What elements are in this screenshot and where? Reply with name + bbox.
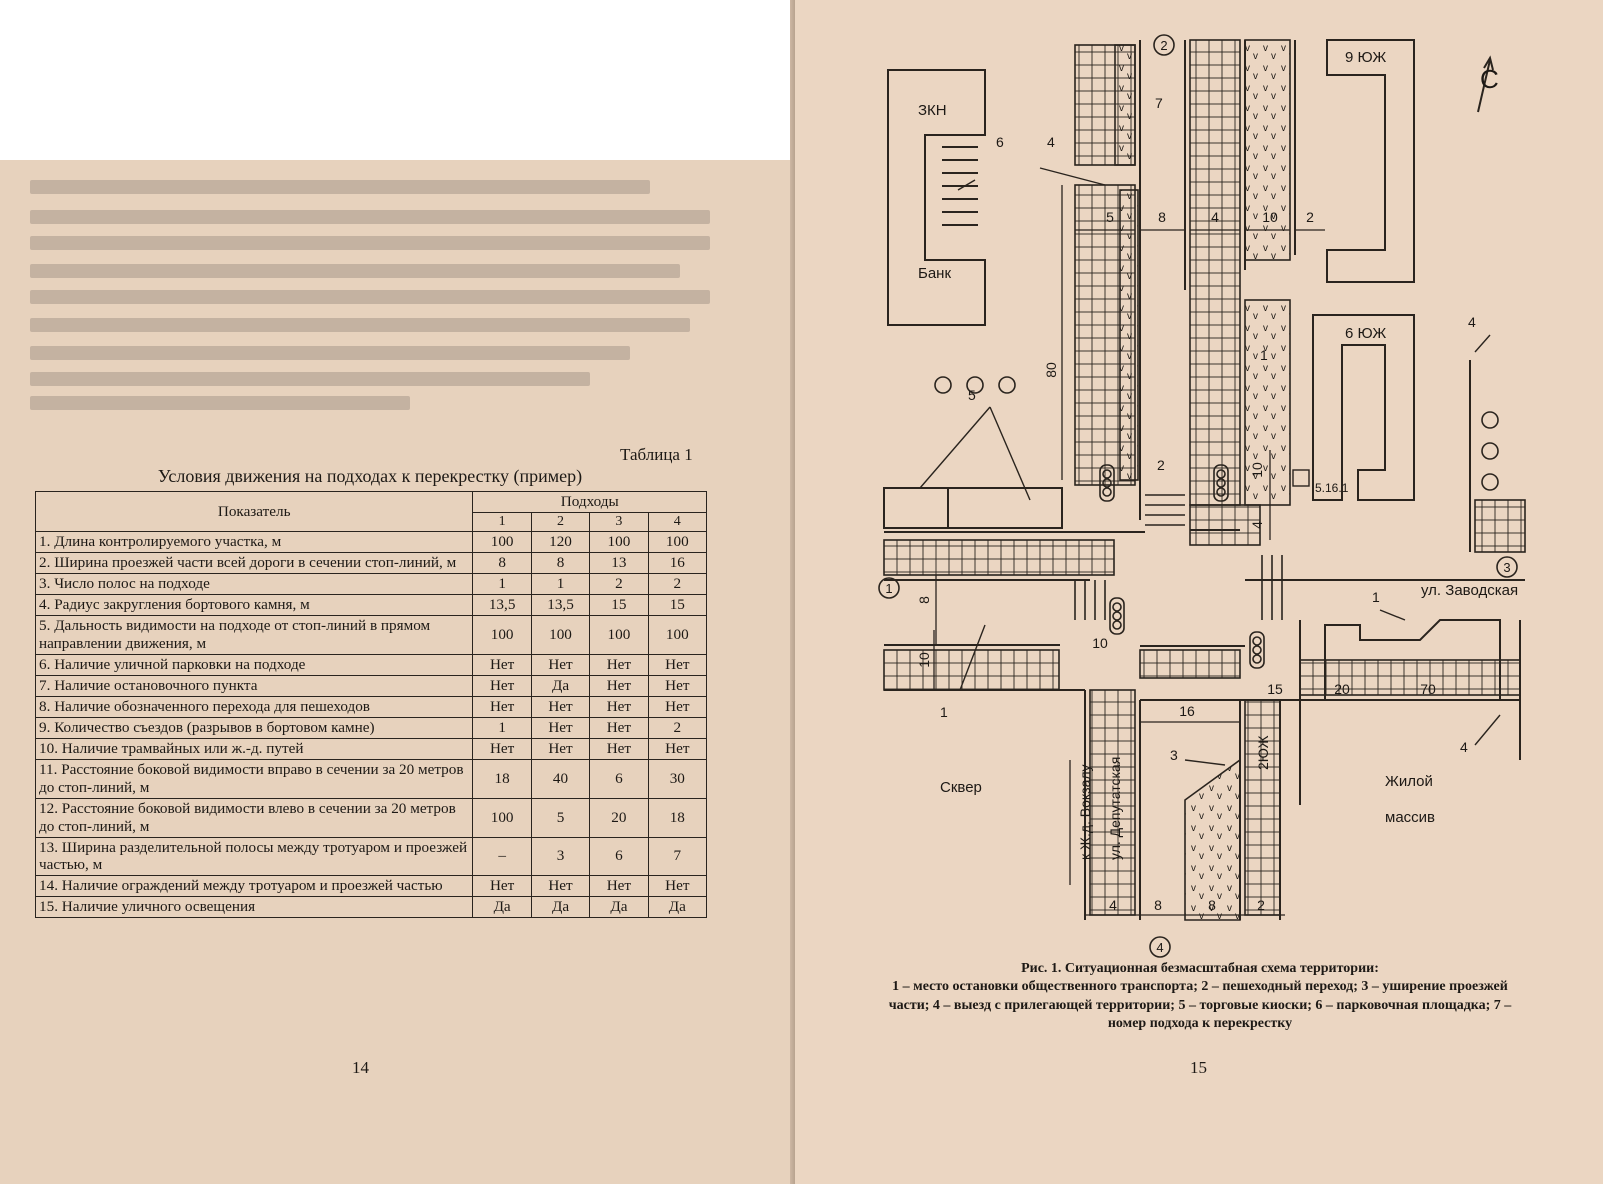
value-cell: 8: [473, 553, 531, 574]
value-cell: 8: [531, 553, 589, 574]
value-cell: 2: [648, 717, 706, 738]
legend-mark: 1: [1260, 347, 1268, 363]
dimension-label: 70: [1420, 681, 1436, 697]
caption-title: Рис. 1. Ситуационная безмасштабная схема территории:: [1021, 961, 1379, 976]
building-label: Банк: [918, 265, 952, 282]
page-number-left: 14: [352, 1058, 369, 1077]
dimension-label: 10: [1092, 635, 1108, 651]
indicator-header: Показатель: [36, 492, 473, 532]
dimension-label: 10: [1262, 209, 1278, 225]
value-cell: Нет: [531, 717, 589, 738]
value-cell: 1: [473, 574, 531, 595]
value-cell: Нет: [648, 655, 706, 676]
value-cell: 18: [648, 798, 706, 837]
street-label: ул. Заводская: [1421, 582, 1519, 599]
dimension-label: 8: [1208, 897, 1216, 913]
dimension-label: 16: [1179, 703, 1195, 719]
indicator-cell: 15. Наличие уличного освещения: [36, 897, 473, 918]
value-cell: Да: [648, 897, 706, 918]
dimension-label: 2: [1306, 209, 1314, 225]
table-title: Условия движения на подходах к перекрестку (пример): [157, 466, 583, 486]
building-6yuzh: [1313, 315, 1414, 500]
approach-label: 3: [1503, 560, 1511, 575]
value-cell: Да: [473, 897, 531, 918]
legend-mark: 6: [996, 134, 1004, 150]
value-cell: 100: [590, 616, 648, 655]
value-cell: Нет: [590, 876, 648, 897]
value-cell: 15: [648, 595, 706, 616]
indicator-cell: 2. Ширина проезжей части всей дороги в сечении стоп-линий, м: [36, 553, 473, 574]
figure-caption: [880, 960, 1520, 1034]
value-cell: 16: [648, 553, 706, 574]
legend-mark: 3: [1170, 747, 1178, 763]
value-cell: Да: [590, 897, 648, 918]
dimension-label: 4: [1249, 521, 1265, 529]
value-cell: 20: [590, 798, 648, 837]
approach-number: 1: [473, 512, 531, 532]
building-label: 2ЮЖ: [1255, 735, 1271, 770]
page-number-right: 15: [1190, 1058, 1207, 1077]
approach-number: 4: [648, 512, 706, 532]
value-cell: 100: [590, 532, 648, 553]
parking-lot: [942, 147, 978, 225]
value-cell: –: [473, 837, 531, 876]
value-cell: 2: [590, 574, 648, 595]
building-label: 9 ЮЖ: [1345, 49, 1387, 66]
road-sign-label: 5.16.1: [1315, 481, 1349, 495]
value-cell: Нет: [648, 676, 706, 697]
value-cell: 120: [531, 532, 589, 553]
value-cell: 1: [531, 574, 589, 595]
value-cell: 7: [648, 837, 706, 876]
road-sign-icon: [1293, 470, 1309, 486]
area-label: массив: [1385, 809, 1436, 826]
dimension-label: 8: [916, 596, 932, 604]
value-cell: Нет: [590, 696, 648, 717]
value-cell: Нет: [590, 738, 648, 759]
value-cell: 100: [473, 616, 531, 655]
indicator-cell: 11. Расстояние боковой видимости вправо в сечении за 20 метров до стоп-линий, м: [36, 759, 473, 798]
legend-mark: 7: [1155, 95, 1163, 111]
indicator-cell: 7. Наличие остановочного пункта: [36, 676, 473, 697]
value-cell: Нет: [473, 676, 531, 697]
legend-mark: 5: [968, 387, 976, 403]
value-cell: 2: [648, 574, 706, 595]
indicator-cell: 8. Наличие обозначенного перехода для пешеходов: [36, 696, 473, 717]
value-cell: 100: [473, 798, 531, 837]
legend-mark: 4: [1468, 314, 1476, 330]
dimension-label: 80: [1043, 362, 1059, 378]
dimension-label: 15: [1267, 681, 1283, 697]
area-label: Сквер: [940, 779, 982, 796]
value-cell: 5: [531, 798, 589, 837]
indicator-cell: 4. Радиус закругления бортового камня, м: [36, 595, 473, 616]
value-cell: 40: [531, 759, 589, 798]
approach-label: 4: [1156, 940, 1164, 955]
value-cell: Нет: [648, 696, 706, 717]
approach-label: 2: [1160, 38, 1168, 53]
dimension-label: 8: [1154, 897, 1162, 913]
dimension-label: 4: [1211, 209, 1219, 225]
kiosks: [884, 488, 1062, 528]
value-cell: Да: [531, 676, 589, 697]
dimension-label: 8: [1158, 209, 1166, 225]
value-cell: Нет: [648, 876, 706, 897]
legend-mark: 1: [940, 704, 948, 720]
dimension-label: 20: [1334, 681, 1350, 697]
value-cell: 3: [531, 837, 589, 876]
value-cell: 13,5: [531, 595, 589, 616]
building-9yuzh: [1327, 40, 1414, 282]
building-label: 6 ЮЖ: [1345, 325, 1387, 342]
value-cell: Нет: [590, 676, 648, 697]
north-label: С: [1480, 64, 1499, 94]
value-cell: Нет: [531, 876, 589, 897]
value-cell: 13,5: [473, 595, 531, 616]
legend-mark: 4: [1047, 134, 1055, 150]
value-cell: 100: [648, 532, 706, 553]
dimension-label: 4: [1109, 897, 1117, 913]
legend-mark: 4: [1460, 739, 1468, 755]
area-label: Жилой: [1385, 773, 1433, 790]
value-cell: 13: [590, 553, 648, 574]
value-cell: Нет: [473, 738, 531, 759]
value-cell: Нет: [531, 738, 589, 759]
approach-number: 2: [531, 512, 589, 532]
value-cell: Нет: [648, 738, 706, 759]
value-cell: Нет: [531, 696, 589, 717]
value-cell: 100: [531, 616, 589, 655]
value-cell: Нет: [590, 717, 648, 738]
dimension-label: 10: [916, 652, 932, 668]
value-cell: 100: [473, 532, 531, 553]
value-cell: Нет: [473, 876, 531, 897]
indicator-cell: 6. Наличие уличной парковки на подходе: [36, 655, 473, 676]
value-cell: 6: [590, 837, 648, 876]
table-label: Таблица 1: [620, 445, 693, 464]
indicator-cell: 13. Ширина разделительной полосы между тротуаром и проезжей частью, м: [36, 837, 473, 876]
indicator-cell: 5. Дальность видимости на подходе от стоп-линий в прямом направлении движения, м: [36, 616, 473, 655]
street-label: ул. Депутатская: [1107, 756, 1123, 860]
indicator-cell: 10. Наличие трамвайных или ж.-д. путей: [36, 738, 473, 759]
value-cell: 1: [473, 717, 531, 738]
indicator-cell: 14. Наличие ограждений между тротуаром и проезжей частью: [36, 876, 473, 897]
legend-mark: 1: [1372, 589, 1380, 605]
value-cell: 18: [473, 759, 531, 798]
building-label: ЗКН: [918, 102, 947, 119]
approaches-header: Подходы: [473, 492, 707, 513]
indicator-cell: 9. Количество съездов (разрывов в бортовом камне): [36, 717, 473, 738]
approach-label: 1: [885, 581, 893, 596]
value-cell: 6: [590, 759, 648, 798]
indicator-cell: 1. Длина контролируемого участка, м: [36, 532, 473, 553]
value-cell: Нет: [473, 655, 531, 676]
caption-legend: 1 – место остановки общественного транспорта; 2 – пешеходный переход; 3 – уширение проезжей части; 4 – выезд с прилегающей территории; 5 – торговые киоски; 6 – парковочная площадка; 7 – номер подхода к перекрестку: [888, 979, 1512, 1032]
legend-mark: 2: [1157, 457, 1165, 473]
approach-number: 3: [590, 512, 648, 532]
value-cell: Нет: [473, 696, 531, 717]
dimension-label: 10: [1249, 462, 1265, 478]
value-cell: 100: [648, 616, 706, 655]
value-cell: Нет: [531, 655, 589, 676]
street-label: к Ж.д. Вокзалу: [1077, 764, 1093, 860]
value-cell: 30: [648, 759, 706, 798]
indicator-cell: 12. Расстояние боковой видимости влево в сечении за 20 метров до стоп-линий, м: [36, 798, 473, 837]
dimension-label: 5: [1106, 209, 1114, 225]
indicator-cell: 3. Число полос на подходе: [36, 574, 473, 595]
dimension-label: 2: [1257, 897, 1265, 913]
value-cell: 15: [590, 595, 648, 616]
value-cell: Нет: [590, 655, 648, 676]
value-cell: Да: [531, 897, 589, 918]
